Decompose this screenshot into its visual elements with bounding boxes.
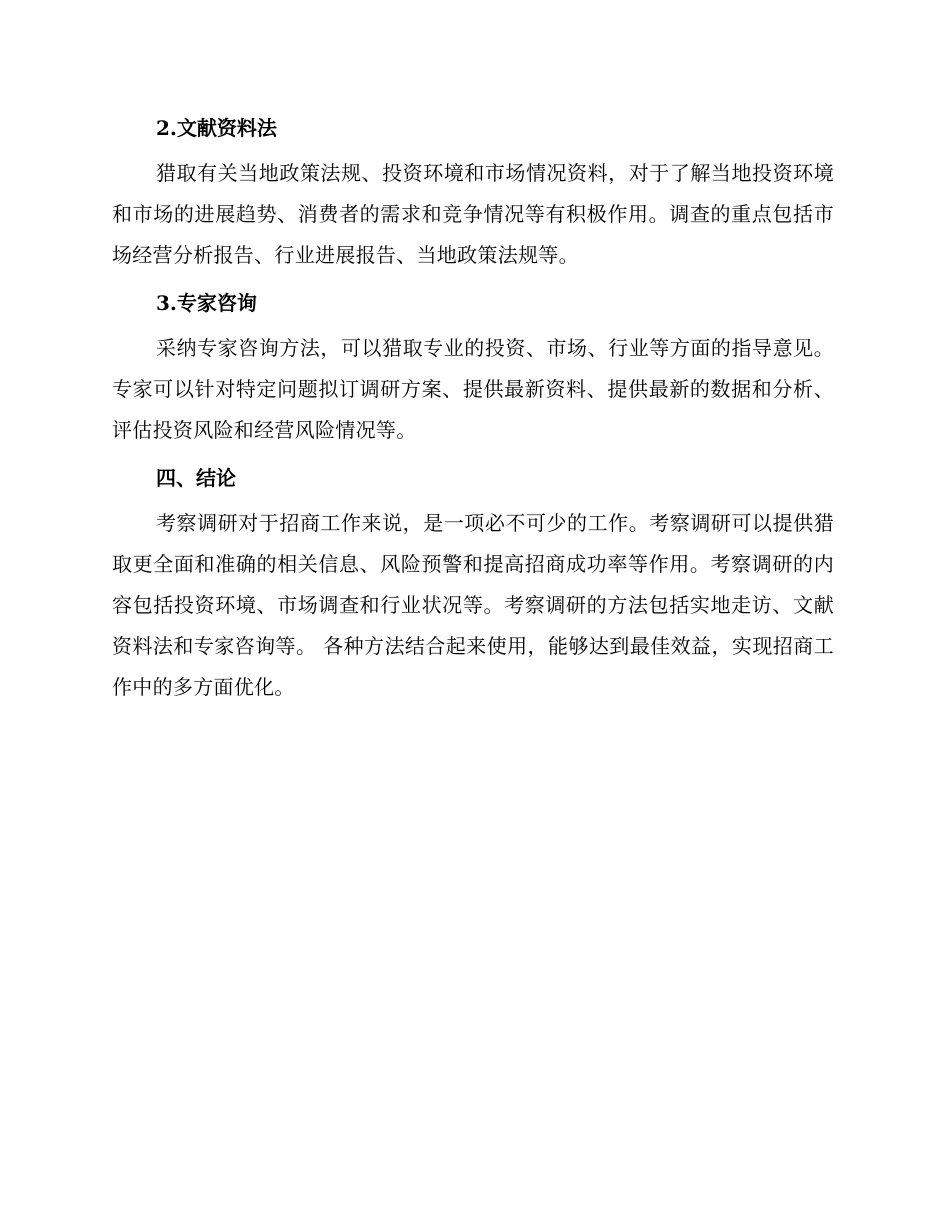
paragraph-literature-method: 猎取有关当地政策法规、投资环境和市场情况资料，对于了解当地投资环境和市场的进展趋势、消费者的需求和竞争情况等有积极作用。调查的重点包括市场经营分析报告、行业进展报告、当地政策法规等。 [112, 161, 834, 267]
document-body [112, 109, 834, 716]
section-heading-conclusion: 四、结论 [156, 466, 236, 490]
section-heading-expert-consultation: 3.专家咨询 [156, 291, 257, 315]
paragraph-conclusion: 考察调研对于招商工作来说，是一项必不可少的工作。考察调研可以提供猎取更全面和准确的相关信息、风险预警和提高招商成功率等作用。考察调研的内容包括投资环境、市场调查和行业状况等。考察调研的方法包括实地走访、文献资料法和专家咨询等。 各种方法结合起来使用，能够达到最佳效益，实现招商工作中的多方面优化。 [112, 511, 834, 699]
paragraph-expert-consultation: 采纳专家咨询方法，可以猎取专业的投资、市场、行业等方面的指导意见。专家可以针对特定问题拟订调研方案、提供最新资料、提供最新的数据和分析、评估投资风险和经营风险情况等。 [112, 336, 834, 442]
section-heading-literature-method: 2.文献资料法 [156, 116, 277, 140]
